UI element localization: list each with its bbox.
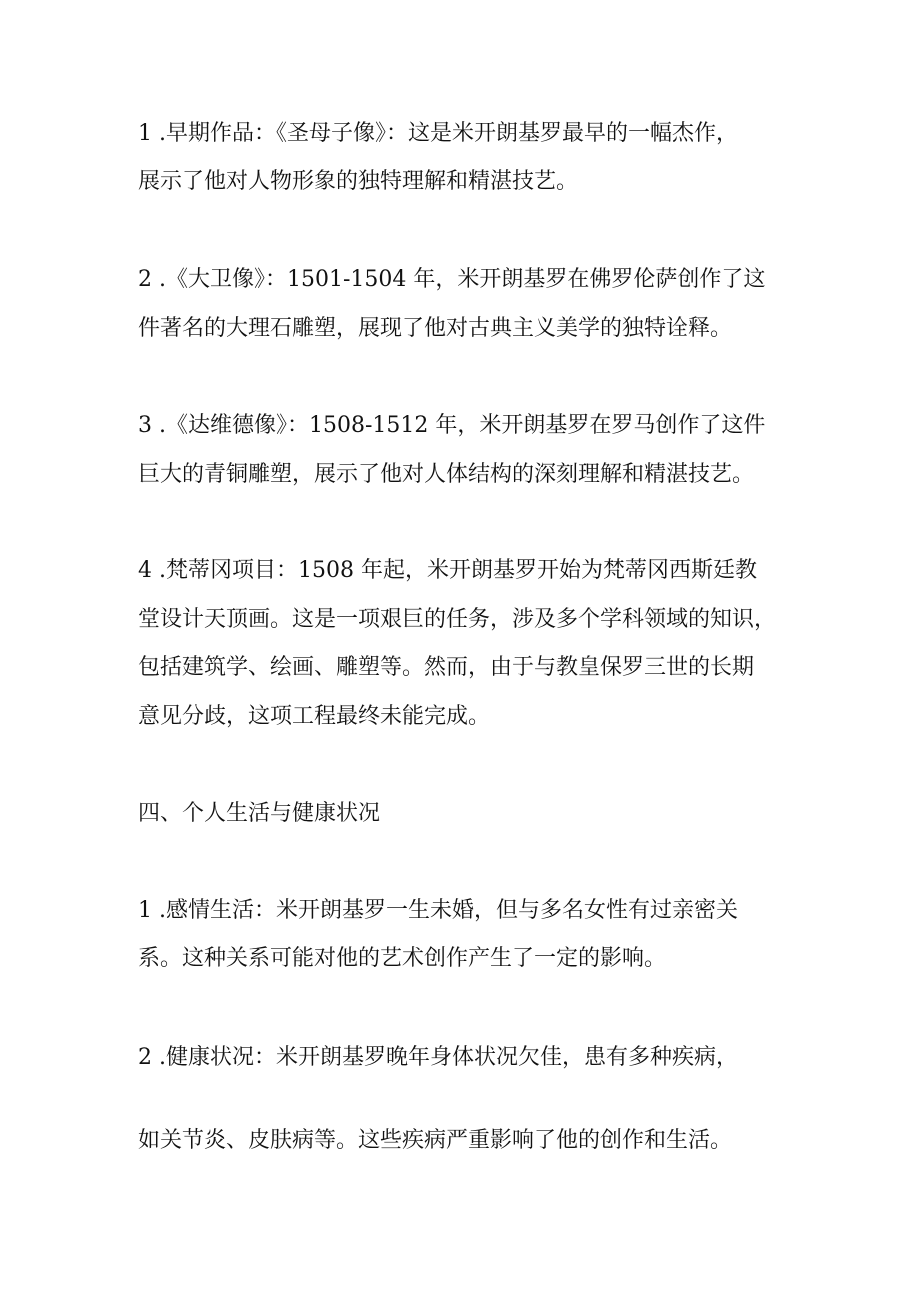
paragraph-early-works-line-1: 1 .早期作品：《圣母子像》：这是米开朗基罗最早的一幅杰作， bbox=[138, 121, 738, 146]
paragraph-david-bronze-line-1: 3 .《达维德像》：1508-1512 年，米开朗基罗在罗马创作了这件 bbox=[138, 413, 766, 438]
paragraph-health-line-2: 如关节炎、皮肤病等。这些疾病严重影响了他的创作和生活。 bbox=[138, 1128, 733, 1153]
paragraph-vatican-line-2: 堂设计天顶画。这是一项艰巨的任务，涉及多个学科领域的知识， bbox=[138, 607, 777, 632]
paragraph-vatican-line-3: 包括建筑学、绘画、雕塑等。然而，由于与教皇保罗三世的长期 bbox=[138, 655, 755, 680]
section-heading-personal-life: 四、个人生活与健康状况 bbox=[138, 801, 381, 826]
paragraph-vatican-line-4: 意见分歧，这项工程最终未能完成。 bbox=[138, 704, 491, 729]
paragraph-health-line-1: 2 .健康状况：米开朗基罗晚年身体状况欠佳，患有多种疾病， bbox=[138, 1045, 738, 1070]
paragraph-love-life-line-1: 1 .感情生活：米开朗基罗一生未婚，但与多名女性有过亲密关 bbox=[138, 898, 738, 923]
paragraph-early-works-line-2: 展示了他对人物形象的独特理解和精湛技艺。 bbox=[138, 169, 579, 194]
paragraph-vatican-line-1: 4 .梵蒂冈项目：1508 年起，米开朗基罗开始为梵蒂冈西斯廷教 bbox=[138, 558, 757, 583]
paragraph-david-bronze-line-2: 巨大的青铜雕塑，展示了他对人体结构的深刻理解和精湛技艺。 bbox=[138, 462, 755, 487]
paragraph-love-life-line-2: 系。这种关系可能对他的艺术创作产生了一定的影响。 bbox=[138, 946, 667, 971]
paragraph-david-line-1: 2 .《大卫像》：1501-1504 年，米开朗基罗在佛罗伦萨创作了这 bbox=[138, 267, 766, 292]
paragraph-david-line-2: 件著名的大理石雕塑，展现了他对古典主义美学的独特诠释。 bbox=[138, 316, 733, 341]
